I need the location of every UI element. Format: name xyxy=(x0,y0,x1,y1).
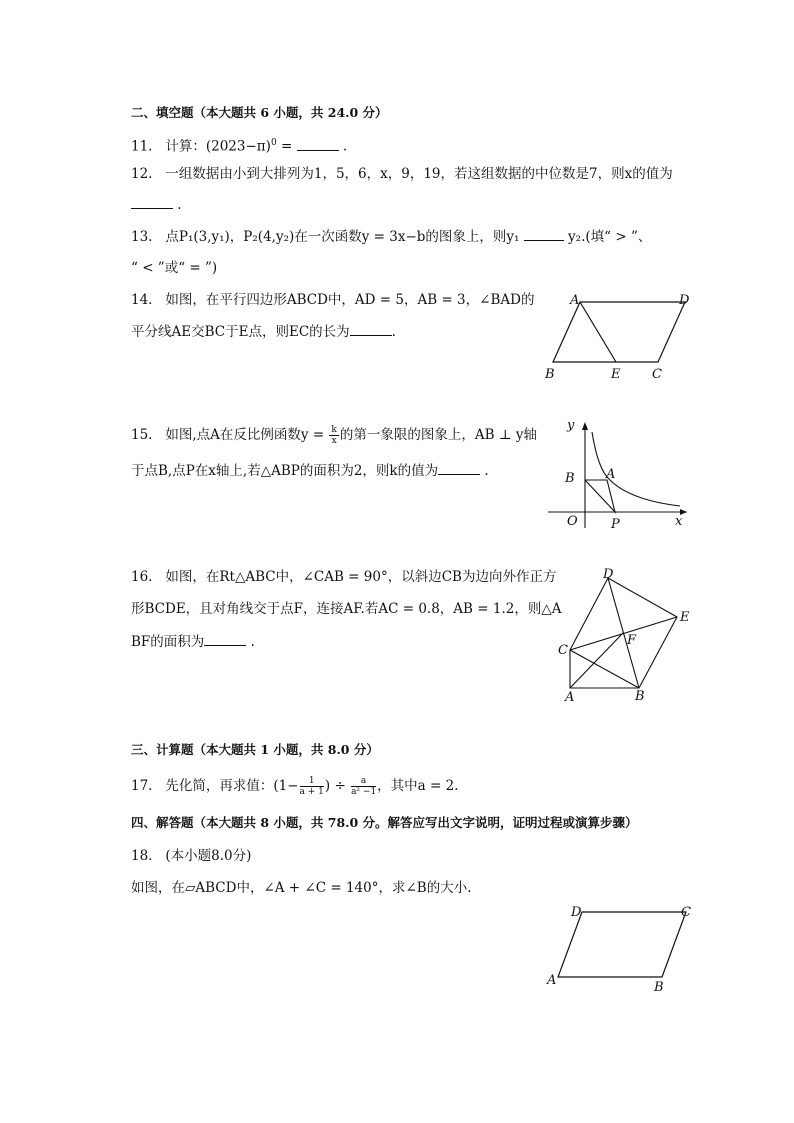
q11-end: . xyxy=(338,138,348,155)
q11-exponent: 0 xyxy=(270,138,277,148)
q16-label-C: C xyxy=(558,643,568,658)
q11-text: 计算：(2023−π) xyxy=(165,138,271,155)
q15-label-A: A xyxy=(606,467,616,482)
q14-label-B: B xyxy=(545,367,555,382)
q14-parallelogram-figure xyxy=(540,290,700,385)
q17-fraction-2: $\frac{a}{\text{a² −1}}$ xyxy=(351,776,377,797)
q17-fraction-1: $\frac{1}{a + 1}$ xyxy=(299,776,324,797)
q16-label-B: B xyxy=(635,689,645,704)
q14-end: . xyxy=(391,324,396,340)
q11-equals: = xyxy=(276,138,297,155)
q12-number: 12. xyxy=(131,166,153,182)
q12-end: . xyxy=(173,197,182,213)
q11-number: 11. xyxy=(131,138,153,155)
q15-text-b: 的第一象限的图象上，AB ⊥ y轴 xyxy=(339,427,537,443)
q18-label-A: A xyxy=(547,973,557,988)
q16-label-A: A xyxy=(565,690,575,705)
q15-text: 如图,点A在反比例函数y = xyxy=(165,427,329,443)
q16-square-figure xyxy=(555,566,695,706)
q15-fraction: $\frac{k}{x}$ xyxy=(331,425,337,446)
question-16-line2: 形BCDE，且对角线交于点F，连接AF.若AC = 0.8，AB = 1.2，则△A xyxy=(131,601,562,617)
question-18 xyxy=(131,847,251,865)
q16-text: 如图，在Rt△ABC中，∠CAB = 90°，以斜边CB为边向外作正方 xyxy=(165,569,557,585)
question-13-line2: “ < ”或“ = ”) xyxy=(131,260,218,276)
q12-answer-blank[interactable] xyxy=(131,196,173,209)
q17-text-b: ) ÷ xyxy=(324,778,351,794)
q18-parallelogram-figure xyxy=(540,900,700,995)
section-answer-heading: 四、解答题（本大题共 8 小题，共 78.0 分。解答应写出文字说明，证明过程或演算步骤） xyxy=(131,815,638,830)
q13-answer-blank[interactable] xyxy=(524,228,564,241)
q16-end: . xyxy=(246,634,255,650)
q15-answer-blank[interactable] xyxy=(438,462,480,475)
q15-label-x: x xyxy=(675,514,683,529)
q13-text-b: y₂.(填“ > ”、 xyxy=(563,229,652,245)
q14-label-C: C xyxy=(652,367,662,382)
question-14-line2 xyxy=(131,323,396,341)
q14-label-E: E xyxy=(611,367,621,382)
q18-label-C: C xyxy=(681,905,691,920)
q13-text: 点P₁(3,y₁)，P₂(4,y₂)在一次函数y = 3x−b的图象上，则y₁ xyxy=(165,229,524,245)
q12-text: 一组数据由小到大排列为1，5，6，x，9，19，若这组数据的中位数是7，则x的值为 xyxy=(165,166,673,182)
q14-label-D: D xyxy=(679,293,690,308)
q13-number: 13. xyxy=(131,229,153,245)
question-12 xyxy=(131,165,673,183)
question-15 xyxy=(131,425,537,446)
q17-text: 先化简，再求值：(1− xyxy=(165,778,299,794)
q16-label-D: D xyxy=(603,567,614,582)
question-13 xyxy=(131,228,651,246)
q16-label-E: E xyxy=(680,610,690,625)
q15-label-P: P xyxy=(611,517,620,532)
q15-end: . xyxy=(480,463,489,479)
q16-text-3: BF的面积为 xyxy=(131,634,205,650)
question-18-body: 如图，在▱ABCD中，∠A + ∠C = 140°，求∠B的大小. xyxy=(131,880,472,896)
q17-number: 17. xyxy=(131,778,153,794)
question-12-line2 xyxy=(131,196,182,214)
q16-label-F: F xyxy=(627,633,637,648)
section-fill-blank-heading: 二、填空题（本大题共 6 小题，共 24.0 分） xyxy=(131,105,388,120)
q11-answer-blank[interactable] xyxy=(297,138,339,151)
question-16-line3 xyxy=(131,633,255,651)
q18-label-D: D xyxy=(571,905,582,920)
q18-number: 18. xyxy=(131,848,153,864)
section-calc-heading: 三、计算题（本大题共 1 小题，共 8.0 分） xyxy=(131,742,379,757)
q15-label-O: O xyxy=(567,514,578,529)
question-15-line2 xyxy=(131,462,489,480)
q17-text-c: ，其中a = 2. xyxy=(377,778,459,794)
q14-text: 如图，在平行四边形ABCD中，AD = 5，AB = 3，∠BAD的 xyxy=(165,292,535,308)
q15-text-2: 于点B,点P在x轴上,若△ABP的面积为2，则k的值为 xyxy=(131,463,439,479)
q15-function-graph xyxy=(545,418,695,530)
q15-label-y: y xyxy=(567,418,575,433)
q14-answer-blank[interactable] xyxy=(350,323,392,336)
q15-label-B: B xyxy=(565,471,575,486)
q14-text-2: 平分线AE交BC于E点，则EC的长为 xyxy=(131,324,350,340)
question-11 xyxy=(131,134,347,156)
q16-answer-blank[interactable] xyxy=(204,633,246,646)
question-16 xyxy=(131,568,556,586)
q15-number: 15. xyxy=(131,427,153,443)
question-17 xyxy=(131,776,459,797)
q18-header: (本小题8.0分) xyxy=(165,848,252,864)
question-14 xyxy=(131,291,534,309)
q18-label-B: B xyxy=(654,980,664,995)
q14-label-A: A xyxy=(570,293,580,308)
q14-number: 14. xyxy=(131,292,153,308)
q16-number: 16. xyxy=(131,569,153,585)
